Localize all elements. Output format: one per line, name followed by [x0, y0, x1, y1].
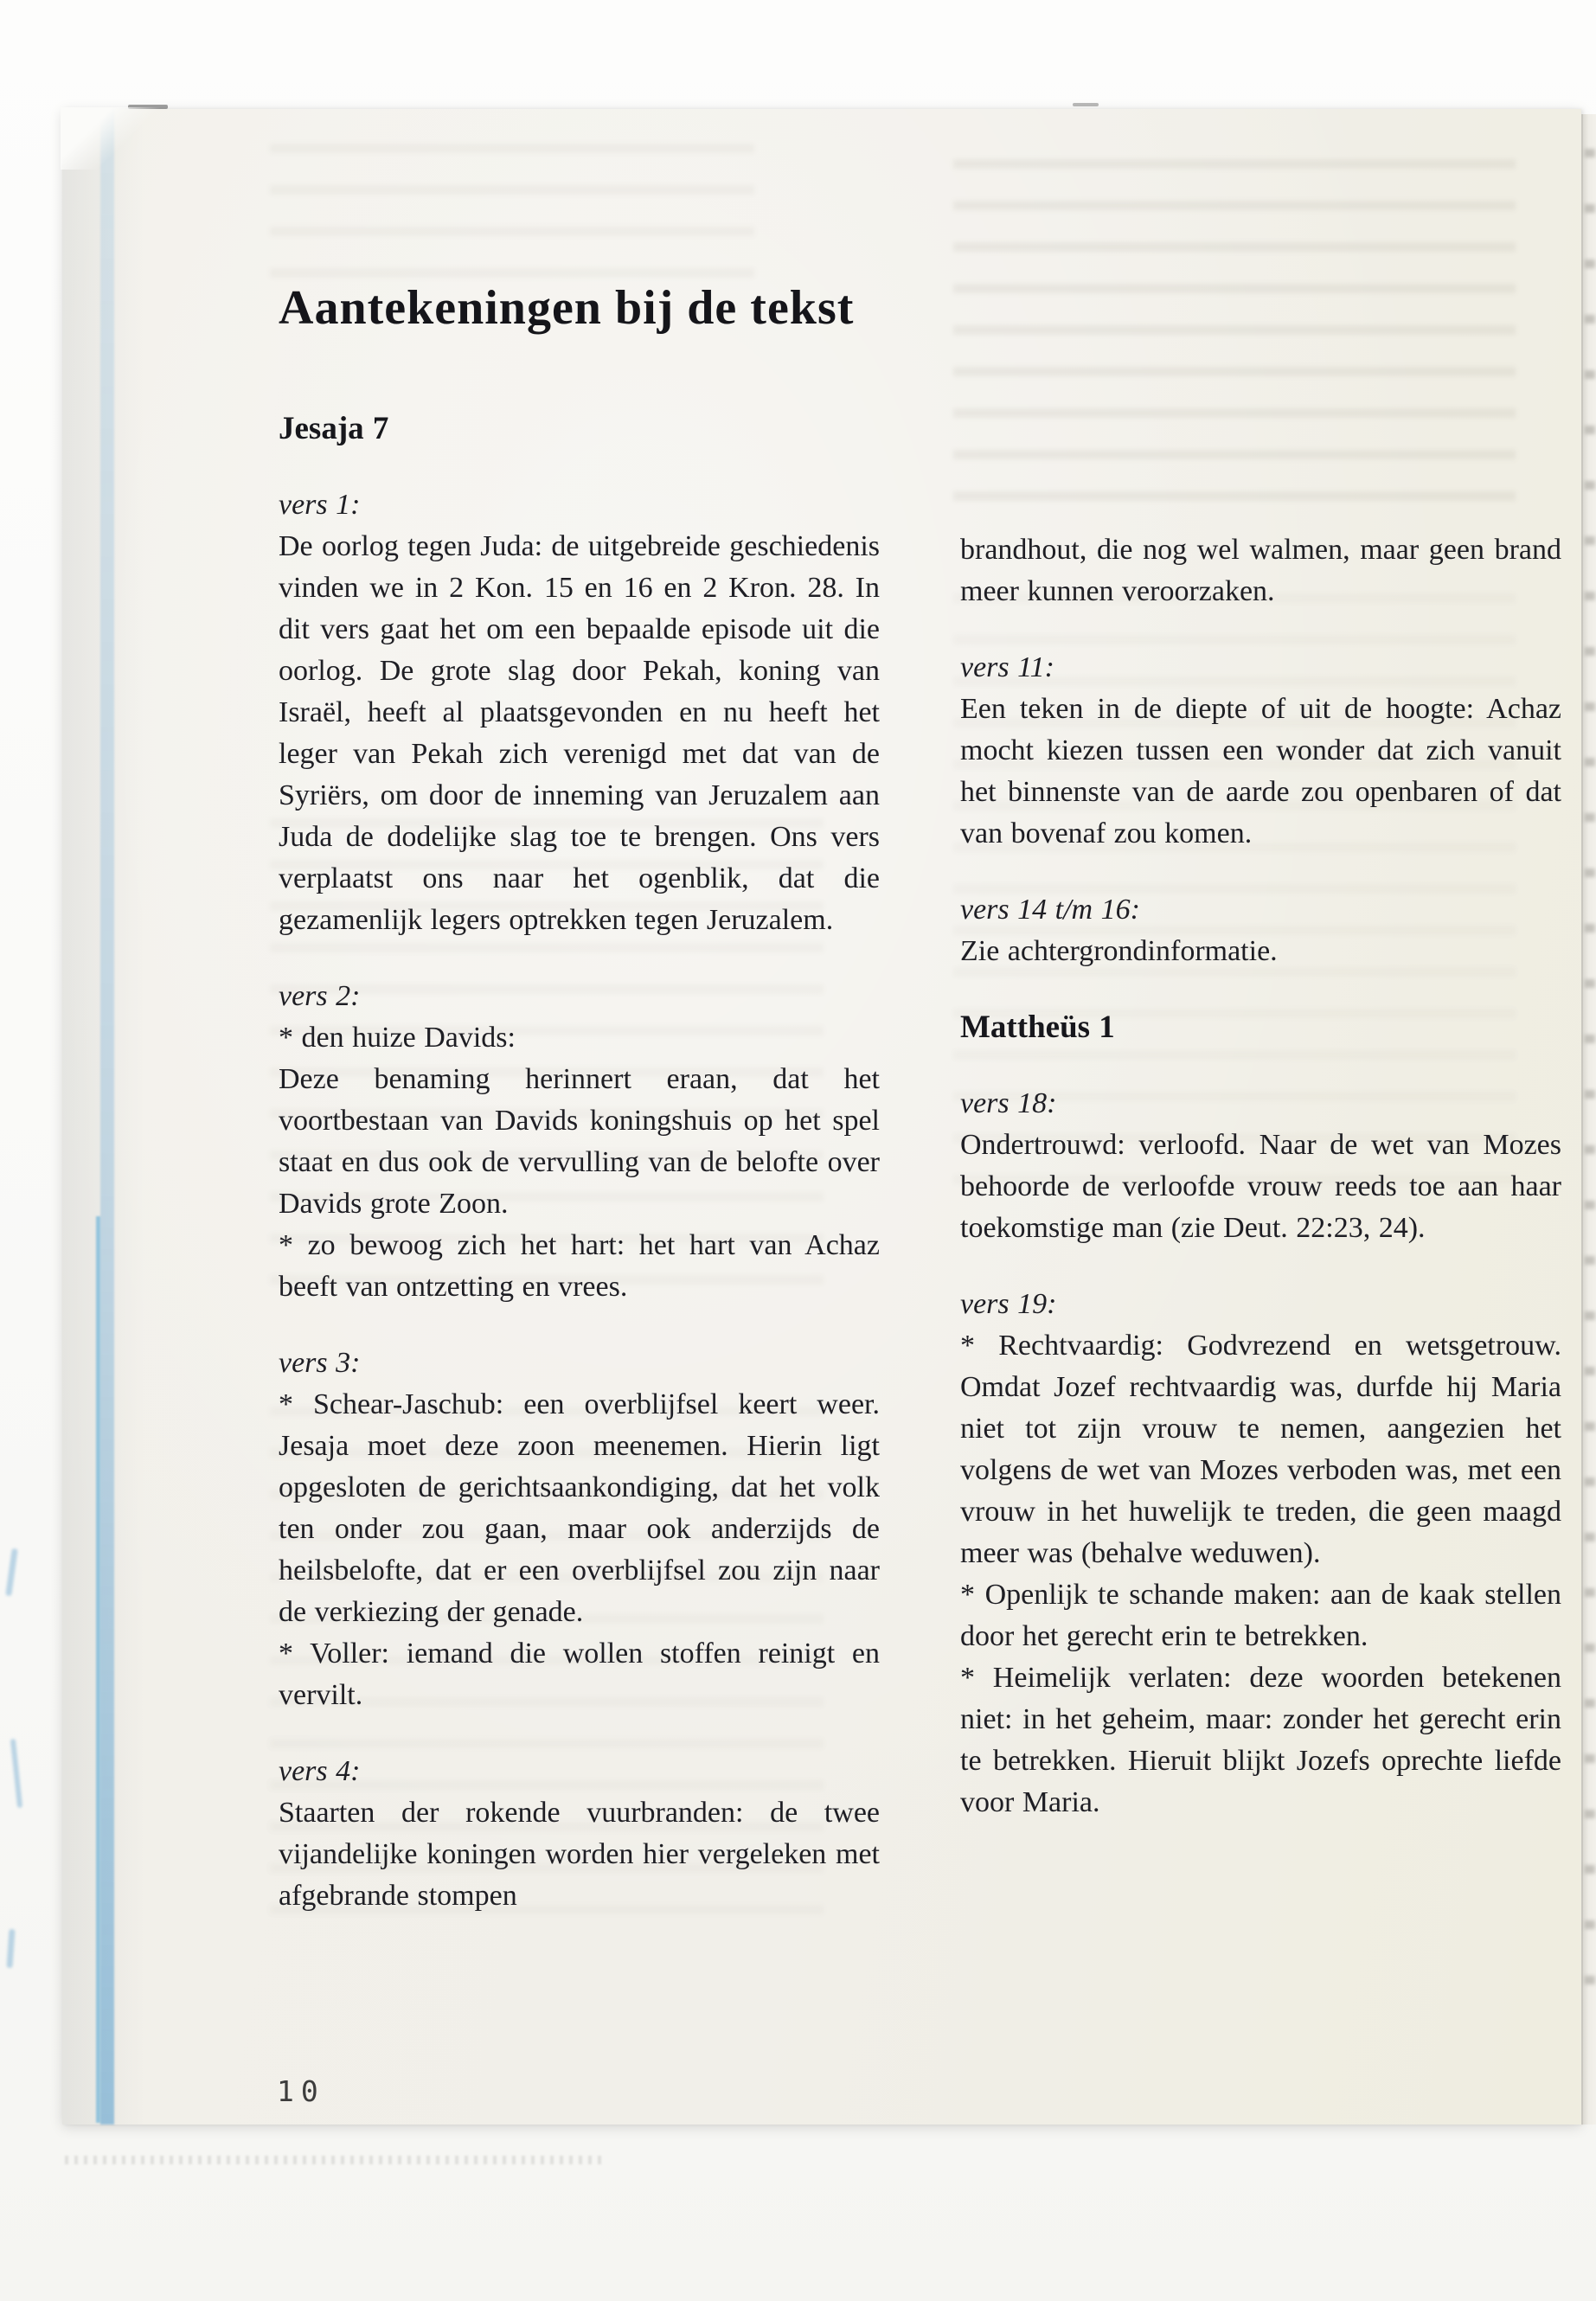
section-heading-jesaja: Jesaja 7	[279, 411, 389, 446]
left-column	[279, 408, 880, 1917]
page-number: 10	[277, 2074, 325, 2108]
paragraph: * Heimelijk verlaten: deze woorden betekenen niet: in het geheim, maar: zonder het gerecht erin te betrekken. Hieruit blijkt Jozefs oprechte liefde voor Maria.	[960, 1662, 1561, 1818]
paragraph: Staarten der rokende vuurbranden: de twee vijandelijke koningen worden hier vergeleken met afgebrande stompen	[279, 1797, 880, 1912]
verse-label: vers 19:	[960, 1288, 1057, 1320]
paragraph: Deze benaming herinnert eraan, dat het voortbestaan van Davids koningshuis op het spel staat en dus ook de vervulling van de belofte over Davids grote Zoon.	[279, 1063, 880, 1220]
next-page-edge-texture	[1585, 149, 1595, 1998]
verse-label: vers 14 t/m 16:	[960, 894, 1140, 926]
scan-dots-artifact	[65, 2156, 601, 2164]
paragraph: brandhout, die nog wel walmen, maar geen brand meer kunnen veroorzaken.	[960, 534, 1561, 607]
paragraph: * Voller: iemand die wollen stoffen reinigt en vervilt.	[279, 1638, 880, 1711]
verse-label: vers 11:	[960, 651, 1054, 683]
verse-label: vers 18:	[960, 1087, 1057, 1119]
verse-label: vers 1:	[279, 489, 361, 521]
pencil-mark	[6, 1929, 15, 1968]
paragraph: Een teken in de diepte of uit de hoogte: Achaz mocht kiezen tussen een wonder dat zich vanuit het binnenste van de aarde zou openbaren of dat van bovenaf zou komen.	[960, 693, 1561, 849]
paragraph: * den huize Davids:	[279, 1022, 516, 1054]
paragraph: Ondertrouwd: verloofd. Naar de wet van Mozes behoorde de verloofde vrouw reeds toe aan haar toekomstige man (zie Deut. 22:23, 24).	[960, 1129, 1561, 1244]
paragraph: * Schear-Jaschub: een overblijfsel keert weer. Jesaja moet deze zoon meenemen. Hierin ligt opgesloten de gerichtsaankondiging, dat het volk ten onder zou gaan, maar ook anderzijds de heilsbelofte, dat er een overblijfsel zou zijn naar de verkiezing der genade.	[279, 1388, 880, 1628]
paragraph: De oorlog tegen Juda: de uitgebreide geschiedenis vinden we in 2 Kon. 15 en 16 en 2 Kron. 28. In dit vers gaat het om een bepaalde episode uit die oorlog. De grote slag door Pekah, koning van Israël, heeft al plaatsgevonden en nu heeft het leger van Pekah zich verenigd met dat van de Syriërs, om door de inneming van Jeruzalem aan Juda de dodelijke slag toe te brengen. Ons vers verplaatst ons naar het ogenblik, dat die gezamenlijk legers optrekken tegen Jeruzalem.	[279, 530, 880, 936]
paragraph: * Rechtvaardig: Godvrezend en wetsgetrouw. Omdat Jozef rechtvaardig was, durfde hij Maria niet tot zijn vrouw te nemen, aangezien het volgens de wet van Mozes verboden was, met een vrouw in het huwelijk te treden, die geen maagd meer was (behalve weduwen).	[960, 1330, 1561, 1569]
pencil-mark	[5, 1548, 18, 1596]
page-title: Aantekeningen bij de tekst	[279, 281, 855, 335]
scan-speck	[1073, 103, 1099, 106]
verse-label: vers 4:	[279, 1755, 361, 1787]
show-through-text	[270, 144, 754, 286]
blue-binding-edge	[100, 109, 114, 2125]
pencil-mark	[10, 1739, 22, 1808]
paragraph: * Openlijk te schande maken: aan de kaak stellen door het gerecht erin te betrekken.	[960, 1579, 1561, 1652]
right-column	[960, 529, 1561, 1823]
paragraph: Zie achtergrondinformatie.	[960, 935, 1278, 967]
show-through-text	[953, 159, 1516, 522]
section-heading-mattheus: Mattheüs 1	[960, 1009, 1115, 1045]
verse-label: vers 2:	[279, 980, 361, 1012]
blue-edge-line	[96, 1216, 100, 2123]
paragraph: * zo bewoog zich het hart: het hart van Achaz beeft van ontzetting en vrees.	[279, 1229, 880, 1303]
next-page-edge	[1581, 114, 1596, 2125]
scanned-page	[62, 109, 1581, 2125]
verse-label: vers 3:	[279, 1347, 361, 1379]
